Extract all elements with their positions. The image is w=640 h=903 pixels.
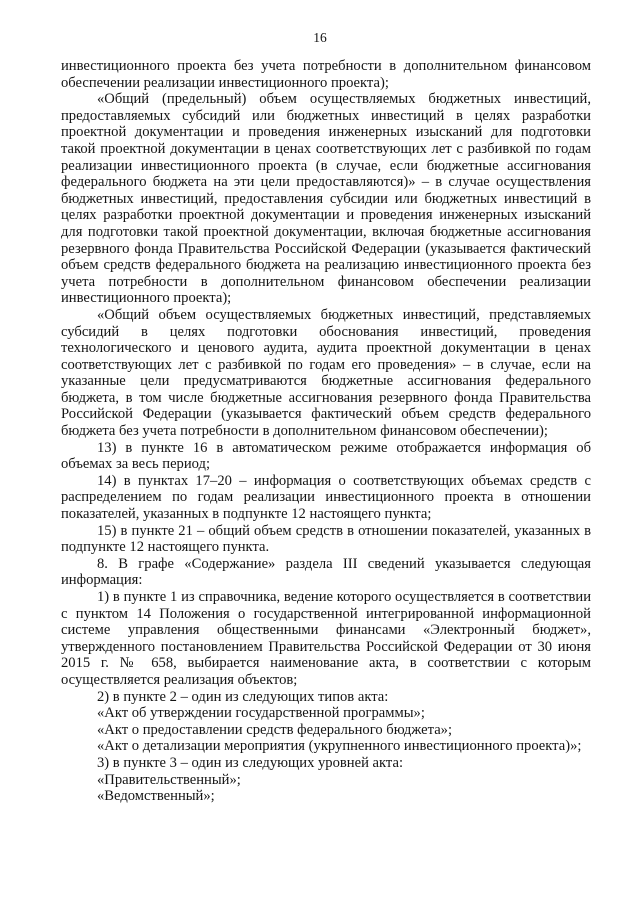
section-item: 8. В графе «Содержание» раздела III сведений указывается следующая информация: bbox=[61, 555, 591, 589]
list-item: 1) в пункте 1 из справочника, ведение которого осуществляется в соответствии с пунктом 14 Положения о государственной интегрированной информационной системе управления общественными финансами «Электронный бюджет», утвержденного постановлением Правительства Российской Федерации от 30 июня 2015 г. № 658, выбирается наименование акта, в соответствии с которым осуществляется реализация объектов; bbox=[61, 589, 591, 688]
document-body bbox=[61, 58, 591, 805]
paragraph: инвестиционного проекта без учета потребности в дополнительном финансовом обеспечении реализации инвестиционного проекта); bbox=[61, 58, 591, 91]
list-item: 2) в пункте 2 – один из следующих типов акта: bbox=[97, 688, 389, 705]
act-type-option: «Акт о детализации мероприятия (укрупненного инвестиционного проекта)»; bbox=[97, 738, 582, 755]
paragraph: «Общий объем осуществляемых бюджетных инвестиций, представляемых субсидий в целях подготовки обоснования инвестиций, проведения технологического и ценового аудита, аудита проектной документации в ценах соответствующих лет с разбивкой по годам его проведения» – в случае, если на указанные цели предусматриваются бюджетные ассигнования федерального бюджета, в том числе бюджетные ассигнования резервного фонда Правительства Российской Федерации (указывается фактический объем средств федерального бюджета без учета потребности в дополнительном финансовом обеспечении); bbox=[61, 306, 591, 440]
list-item: 14) в пунктах 17–20 – информация о соответствующих объемах средств с распределением по годам реализации инвестиционного проекта в отношении показателей, указанных в подпункте 12 настоящего пункта; bbox=[61, 472, 591, 523]
act-level-option: «Ведомственный»; bbox=[97, 788, 215, 805]
paragraph: «Общий (предельный) объем осуществляемых бюджетных инвестиций, предоставляемых субсидий или бюджетных инвестиций в целях разработки проектной документации и проведения инженерных изысканий для подготовки такой проектной документации в ценах соответствующих лет с разбивкой по годам реализации инвестиционного проекта (в случае, если бюджетные ассигнования федерального бюджета на эти цели предоставляются)» – в случае осуществления бюджетных инвестиций, предоставления субсидии или бюджетных инвестиций в целях разработки проектной документации и проведения инженерных изысканий для подготовки такой проектной документации, включая бюджетные ассигнования резервного фонда Правительства Российской Федерации (указывается фактический объем средств федерального бюджета на реализацию инвестиционного проекта без учета потребности в дополнительном финансовом обеспечении реализации инвестиционного проекта); bbox=[61, 91, 591, 307]
list-item: 3) в пункте 3 – один из следующих уровней акта: bbox=[97, 754, 403, 771]
list-item: 13) в пункте 16 в автоматическом режиме отображается информация об объемах за весь период; bbox=[61, 439, 591, 473]
list-item: 15) в пункте 21 – общий объем средств в отношении показателей, указанных в подпункте 12 настоящего пункта. bbox=[61, 522, 591, 556]
act-type-option: «Акт о предоставлении средств федерального бюджета»; bbox=[97, 721, 453, 738]
act-type-option: «Акт об утверждении государственной программы»; bbox=[97, 705, 425, 722]
act-level-option: «Правительственный»; bbox=[97, 771, 241, 788]
page-number: 16 bbox=[313, 30, 327, 45]
